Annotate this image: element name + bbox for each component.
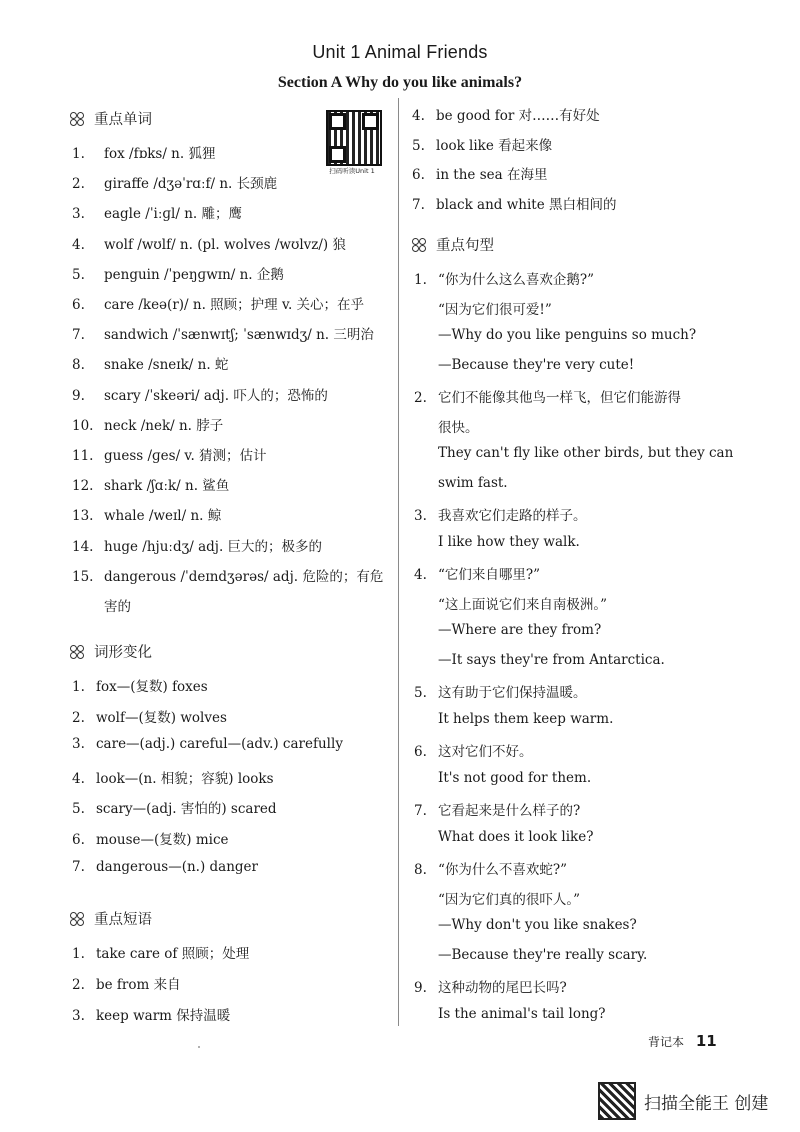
vocab-item	[72, 263, 284, 283]
sentences-item	[414, 888, 580, 908]
item-text: look—(n. 相貌；容貌) looks	[96, 770, 274, 787]
sentences-item	[414, 681, 587, 701]
item-text: neck /nek/ n. 脖子	[104, 417, 224, 434]
item-text: snake /sneɪk/ n. 蛇	[104, 357, 229, 374]
item-number: 7.	[72, 858, 85, 875]
scan-dot	[198, 1046, 200, 1048]
column-divider	[398, 98, 399, 1026]
item-text: in the sea 在海里	[436, 167, 548, 183]
vocab-item	[72, 535, 322, 555]
sentences-item	[414, 799, 580, 819]
item-text: keep warm 保持温暖	[96, 1008, 231, 1024]
item-text: 这有助于它们保持温暖。	[438, 685, 587, 701]
sentences-item	[414, 622, 601, 638]
sentences-item	[414, 947, 647, 963]
phrases-item	[412, 104, 600, 124]
sentences-item	[414, 327, 696, 343]
item-text: scary /ˈskeəri/ adj. 吓人的；恐怖的	[104, 387, 328, 404]
item-number: 5.	[412, 137, 425, 154]
vocab-item	[72, 414, 223, 434]
phrases-item	[412, 163, 547, 183]
item-text: shark /ʃɑːk/ n. 鲨鱼	[104, 478, 230, 495]
item-number: 5.	[414, 685, 427, 701]
clover-icon	[70, 645, 84, 659]
sentences-item	[414, 1006, 606, 1022]
sentences-item	[414, 917, 637, 933]
sentences-item	[414, 593, 607, 613]
vocab-item	[72, 142, 215, 162]
item-number: 1.	[72, 679, 85, 695]
qr-label: 扫码听读Unit 1	[329, 167, 375, 175]
item-text: —Because they're very cute!	[438, 356, 635, 373]
item-text: guess /ɡes/ v. 猜测；估计	[104, 448, 267, 464]
item-text: black and white 黑白相间的	[436, 196, 617, 213]
phrases-heading	[70, 908, 152, 929]
item-text: dangerous—(n.) danger	[96, 858, 258, 875]
item-text: —It says they're from Antarctica.	[438, 651, 665, 668]
item-number: 2.	[72, 709, 85, 726]
item-number: 4.	[72, 770, 85, 787]
sentences-item	[414, 416, 479, 436]
sentences-item	[414, 268, 594, 288]
sentences-heading	[412, 234, 494, 255]
sentences-item	[414, 976, 567, 996]
sentences-item	[414, 858, 567, 878]
vocab-item	[72, 444, 267, 464]
phrases-item	[72, 942, 249, 962]
item-number: 4.	[412, 108, 425, 124]
sentences-item	[414, 652, 665, 668]
item-number: 5.	[72, 801, 85, 818]
vocab-item	[72, 504, 221, 524]
item-text: mouse—(复数) mice	[96, 832, 229, 848]
item-number: 8.	[72, 357, 85, 374]
phrases-item	[412, 193, 617, 213]
item-text: whale /weɪl/ n. 鲸	[104, 508, 222, 525]
section-title: Section A Why do you like animals?	[277, 74, 523, 91]
item-text: —Why don't you like snakes?	[438, 917, 637, 933]
phrases-item	[412, 134, 552, 154]
sentences-item	[414, 475, 508, 491]
item-number: 7.	[414, 803, 427, 819]
forms-item	[72, 828, 229, 848]
sentences-item	[414, 298, 552, 318]
watermark-text: 扫描全能王 创建	[644, 1093, 769, 1114]
item-text: “你为什么不喜欢蛇?”	[438, 862, 568, 878]
page-footer	[648, 1032, 717, 1050]
item-number: 3.	[414, 508, 427, 524]
footer-label: 背记本	[648, 1035, 685, 1049]
item-text: care—(adj.) careful—(adv.) carefully	[96, 736, 343, 753]
vocab-item	[72, 474, 229, 494]
item-number: 9.	[414, 980, 427, 996]
phrases-heading-text: 重点短语	[94, 912, 152, 928]
unit-title: Unit 1 Animal Friends	[312, 42, 488, 62]
forms-item	[72, 736, 343, 752]
item-text: What does it look like?	[438, 828, 594, 845]
item-number: 15.	[72, 568, 94, 585]
item-number: 6.	[72, 297, 85, 313]
item-text: —Why do you like penguins so much?	[438, 327, 697, 343]
sentences-item	[414, 770, 591, 786]
sentences-item	[414, 504, 587, 524]
item-text: sandwich /ˈsænwɪtʃ; ˈsænwɪdʒ/ n. 三明治	[104, 327, 374, 344]
clover-icon	[70, 912, 84, 926]
item-number: 6.	[412, 167, 425, 183]
sentences-heading-text: 重点句型	[436, 238, 494, 254]
sentences-item	[414, 829, 593, 845]
item-text: It helps them keep warm.	[438, 710, 614, 727]
item-number: 4.	[414, 567, 427, 583]
qr-code-icon	[326, 110, 382, 166]
item-number: 13.	[72, 508, 94, 525]
sentences-item	[414, 563, 540, 583]
item-text: dangerous /ˈdeɪndʒərəs/ adj. 危险的；有危	[104, 568, 384, 585]
scanner-watermark	[598, 1082, 768, 1120]
item-text: 害的	[104, 599, 131, 615]
forms-item	[72, 859, 258, 875]
item-number: 2.	[72, 176, 85, 193]
forms-heading-text: 词形变化	[94, 645, 152, 661]
item-text: It's not good for them.	[438, 769, 592, 786]
item-number: 7.	[412, 196, 425, 213]
item-text: “你为什么这么喜欢企鹅?”	[438, 272, 595, 288]
item-text: They can't fly like other birds, but they can	[438, 445, 734, 461]
item-text: be from 来自	[96, 977, 181, 993]
item-text: be good for 对……有好处	[436, 108, 600, 124]
item-text: 它看起来是什么样子的?	[438, 803, 581, 819]
sentences-item	[414, 740, 533, 760]
sentences-item	[414, 357, 634, 373]
item-text: eagle /ˈiːɡl/ n. 雕；鹰	[104, 206, 242, 223]
item-text: take care of 照顾；处理	[96, 946, 250, 962]
sentences-item	[414, 445, 733, 461]
item-number: 2.	[72, 977, 85, 993]
item-number: 6.	[414, 744, 427, 760]
item-number: 1.	[414, 272, 427, 288]
item-number: 3.	[72, 736, 85, 753]
item-number: 9.	[72, 387, 85, 404]
phrases-item	[72, 1004, 230, 1024]
vocab-heading-text: 重点单词	[94, 112, 152, 128]
item-number: 3.	[72, 1008, 85, 1024]
watermark-qr-icon	[598, 1082, 636, 1120]
item-number: 8.	[414, 862, 427, 878]
vocab-heading	[70, 108, 152, 129]
vocab-item	[72, 233, 346, 253]
item-text: “它们来自哪里?”	[438, 567, 541, 583]
item-number: 10.	[72, 417, 94, 434]
forms-item	[72, 706, 227, 726]
item-text: Is the animal's tail long?	[438, 1005, 606, 1022]
item-text: penguin /ˈpeŋɡwɪn/ n. 企鹅	[104, 266, 284, 283]
vocab-item	[72, 353, 228, 373]
item-text: swim fast.	[438, 474, 508, 491]
item-text: fox—(复数) foxes	[96, 679, 208, 695]
clover-icon	[412, 238, 426, 252]
sentences-item	[414, 386, 681, 406]
item-text: 我喜欢它们走路的样子。	[438, 508, 587, 524]
vocab-item	[72, 202, 242, 222]
sentences-item	[414, 534, 580, 550]
forms-item	[72, 767, 274, 787]
phrases-item	[72, 973, 181, 993]
vocab-item	[72, 172, 277, 192]
item-text: “因为它们真的很吓人。”	[438, 891, 581, 908]
clover-icon	[70, 112, 84, 126]
item-number: 1.	[72, 146, 85, 162]
item-text: I like how they walk.	[438, 533, 580, 550]
item-number: 7.	[72, 327, 85, 344]
item-text: huge /hjuːdʒ/ adj. 巨大的；极多的	[104, 538, 323, 555]
item-number: 2.	[414, 390, 427, 406]
item-text: scary—(adj. 害怕的) scared	[96, 801, 277, 818]
item-text: “因为它们很可爱!”	[438, 301, 552, 318]
page-number: 11	[695, 1032, 717, 1050]
item-text: 很快。	[438, 419, 479, 436]
vocab-item	[72, 595, 131, 615]
vocab-item	[72, 565, 383, 585]
item-text: fox /fɒks/ n. 狐狸	[104, 146, 216, 162]
item-text: wolf /wʊlf/ n. (pl. wolves /wʊlvz/) 狼	[104, 236, 346, 253]
item-number: 5.	[72, 266, 85, 283]
item-number: 12.	[72, 478, 94, 495]
item-text: “这上面说它们来自南极洲。”	[438, 596, 608, 613]
item-number: 4.	[72, 236, 85, 253]
item-number: 6.	[72, 832, 85, 848]
forms-item	[72, 797, 277, 817]
item-text: 这种动物的尾巴长吗?	[438, 980, 567, 996]
item-text: 它们不能像其他鸟一样飞，但它们能游得	[438, 390, 681, 406]
item-text: —Where are they from?	[438, 622, 602, 638]
vocab-item	[72, 293, 364, 313]
item-number: 3.	[72, 206, 85, 223]
item-number: 14.	[72, 538, 94, 555]
forms-item	[72, 675, 208, 695]
item-text: giraffe /dʒəˈrɑːf/ n. 长颈鹿	[104, 176, 278, 193]
item-text: —Because they're really scary.	[438, 946, 648, 963]
item-number: 11.	[72, 448, 94, 464]
item-text: 这对它们不好。	[438, 744, 533, 760]
item-text: wolf—(复数) wolves	[96, 709, 227, 726]
item-number: 1.	[72, 946, 85, 962]
item-text: care /keə(r)/ n. 照顾；护理 v. 关心；在乎	[104, 297, 365, 313]
forms-heading	[70, 641, 152, 662]
sentences-item	[414, 711, 613, 727]
item-text: look like 看起来像	[436, 137, 553, 154]
vocab-item	[72, 323, 374, 343]
vocab-item	[72, 384, 328, 404]
